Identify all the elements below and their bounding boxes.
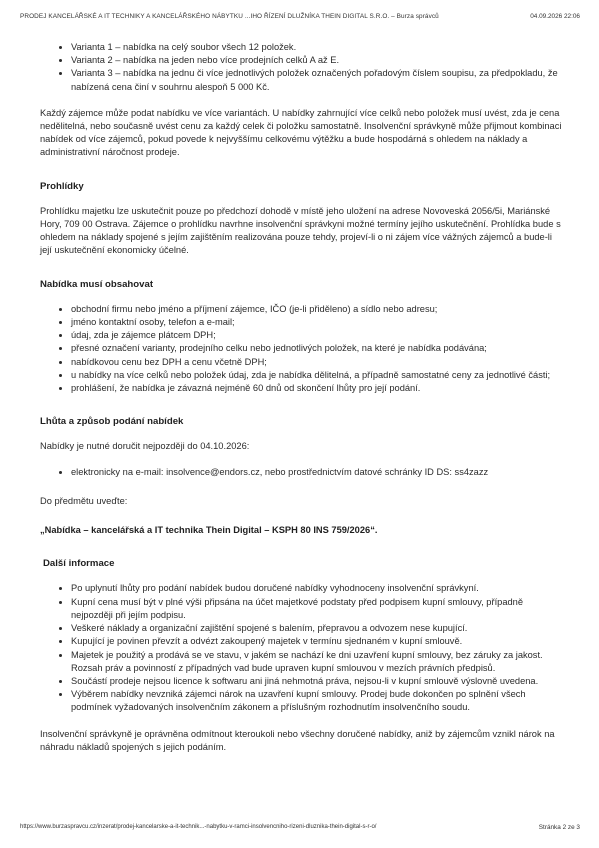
variants-list bbox=[40, 41, 565, 94]
dalsi-info-list bbox=[40, 582, 565, 714]
list-item: • Kupující je povinen převzít a odvézt zakoupený majetek v termínu sjednaném v kupní smlouvě. bbox=[71, 635, 565, 648]
list-item: • Majetek je použitý a prodává se ve stavu, v jakém se nachází ke dni uzavření kupní smlouvy, bez záruky za jakost. Rozsah práv a povinností z případných vad bude upraven kupní smlouvou v mezích právních předpisů. bbox=[71, 649, 565, 675]
print-header-title: PRODEJ KANCELÁŘSKÉ A IT TECHNIKY A KANCELÁŘSKÉHO NÁBYTKU ...IHO ŘÍZENÍ DLUŽNÍKA THEIN DIGITAL S.R.O. – Burza správců bbox=[20, 13, 439, 20]
print-header-datetime: 04.09.2026 22:06 bbox=[530, 13, 580, 20]
list-item: • prohlášení, že nabídka je závazná nejméně 60 dnů od skončení lhůty pro její podání. bbox=[71, 382, 565, 395]
closing-paragraph: Insolvenční správkyně je oprávněna odmítnout kteroukoli nebo všechny doručené nabídky, aniž by zájemcům vznikl nárok na náhradu nákladů spojených s jejich podáním. bbox=[40, 728, 555, 752]
list-item: • u nabídky na více celků nebo položek údaj, zda je nabídka dělitelná, a případně samostatné ceny za jednotlivé části; bbox=[71, 369, 565, 382]
list-item: • Po uplynutí lhůty pro podání nabídek budou doručené nabídky vyhodnoceny insolvenční správkyní. bbox=[71, 582, 565, 595]
list-item: • Výběrem nabídky nevzniká zájemci nárok na uzavření kupní smlouvy. Prodej bude dokončen po splnění všech podmínek vyžadovaných insolvenčním zákonem a příslušným rozhodnutím insolvenčního soudu. bbox=[71, 688, 565, 714]
list-item: • údaj, zda je zájemce plátcem DPH; bbox=[71, 329, 565, 342]
section-heading-prohlidky: Prohlídky bbox=[40, 180, 84, 192]
print-footer-page-number: Stránka 2 ze 3 bbox=[538, 824, 580, 831]
section-heading-nabidka: Nabídka musí obsahovat bbox=[40, 278, 154, 290]
list-item: • Varianta 3 – nabídka na jednu či více jednotlivých položek označených pořadovým číslem soupisu, za předpokladu, že nabízená cena činí v souhrnu alespoň 5 000 Kč. bbox=[71, 67, 565, 93]
list-item: • nabídkovou cenu bez DPH a cenu včetně DPH; bbox=[71, 356, 565, 369]
list-item: • přesné označení varianty, prodejního celku nebo jednotlivých položek, na které je nabídka podávána; bbox=[71, 342, 565, 355]
list-item: • Varianta 1 – nabídka na celý soubor všech 12 položek. bbox=[71, 41, 565, 54]
section-heading-dalsi: Další informace bbox=[43, 558, 115, 570]
subject-label: Do předmětu uveďte: bbox=[40, 495, 128, 506]
list-item: • obchodní firmu nebo jméno a příjmení zájemce, IČO (je-li přiděleno) a sídlo nebo adresu; bbox=[71, 303, 565, 316]
print-footer-url: https://www.burzaspravcu.cz/inzerat/prodej-kancelarske-a-it-technik...-nabytku-v-ramci-insolvencniho-rizeni-dluznika-thein-digital-s-r-o/ bbox=[20, 824, 377, 830]
lhuta-text: Nabídky je nutné doručit nejpozději do 04.10.2026: bbox=[40, 441, 250, 452]
section-heading-lhuta: Lhůta a způsob podání nabídek bbox=[40, 416, 184, 428]
document-body bbox=[40, 40, 565, 754]
list-item: • Součástí prodeje nejsou licence k softwaru ani jiná nehmotná práva, nejsou-li v kupní smlouvě výslovně uvedena. bbox=[71, 675, 565, 688]
variants-note: Každý zájemce může podat nabídku ve více variantách. U nabídky zahrnující více celků nebo položek musí uvést, zda je cena nedělitelná, nebo současně uvést cenu za každý celek či položku samostatně. Insolvenční správkyně může přijmout kombinaci nabídek od více zájemců, pokud povede k nejvyššímu celkovému výtěžku a bude hospodárná s ohledem na náklady a administrativní náročnost prodeje. bbox=[40, 107, 562, 158]
lhuta-delivery-list bbox=[40, 466, 565, 479]
list-item: • Kupní cena musí být v plné výši připsána na účet majetkové podstaty před podpisem kupní smlouvy, případně nejpozději při jejím podpisu. bbox=[71, 596, 565, 622]
list-item: • Varianta 2 – nabídka na jeden nebo více prodejních celků A až E. bbox=[71, 54, 565, 67]
list-item: • jméno kontaktní osoby, telefon a e-mail; bbox=[71, 316, 565, 329]
subject-text: „Nabídka – kancelářská a IT technika Thein Digital – KSPH 80 INS 759/2026“. bbox=[40, 525, 378, 536]
nabidka-requirements-list bbox=[40, 303, 565, 395]
list-item: • Veškeré náklady a organizační zajištění spojené s balením, přepravou a odvozem nese kupující. bbox=[71, 622, 565, 635]
list-item: • elektronicky na e-mail: insolvence@endors.cz, nebo prostřednictvím datové schránky ID DS: ss4zazz bbox=[71, 466, 565, 479]
prohlidky-text: Prohlídku majetku lze uskutečnit pouze po předchozí dohodě v místě jeho uložení na adrese Novoveská 2056/5i, Mariánské Hory, 709 00 Ostrava. Zájemce o prohlídku navrhne insolvenční správkyni možné termíny jejího uskutečnění. Prohlídka bude s ohledem na náklady spojené s jejím zajištěním realizována pouze tehdy, projeví-li o ni zájem více vážných zájemců a bude-li její uskutečnění ekonomicky účelné. bbox=[40, 205, 561, 256]
